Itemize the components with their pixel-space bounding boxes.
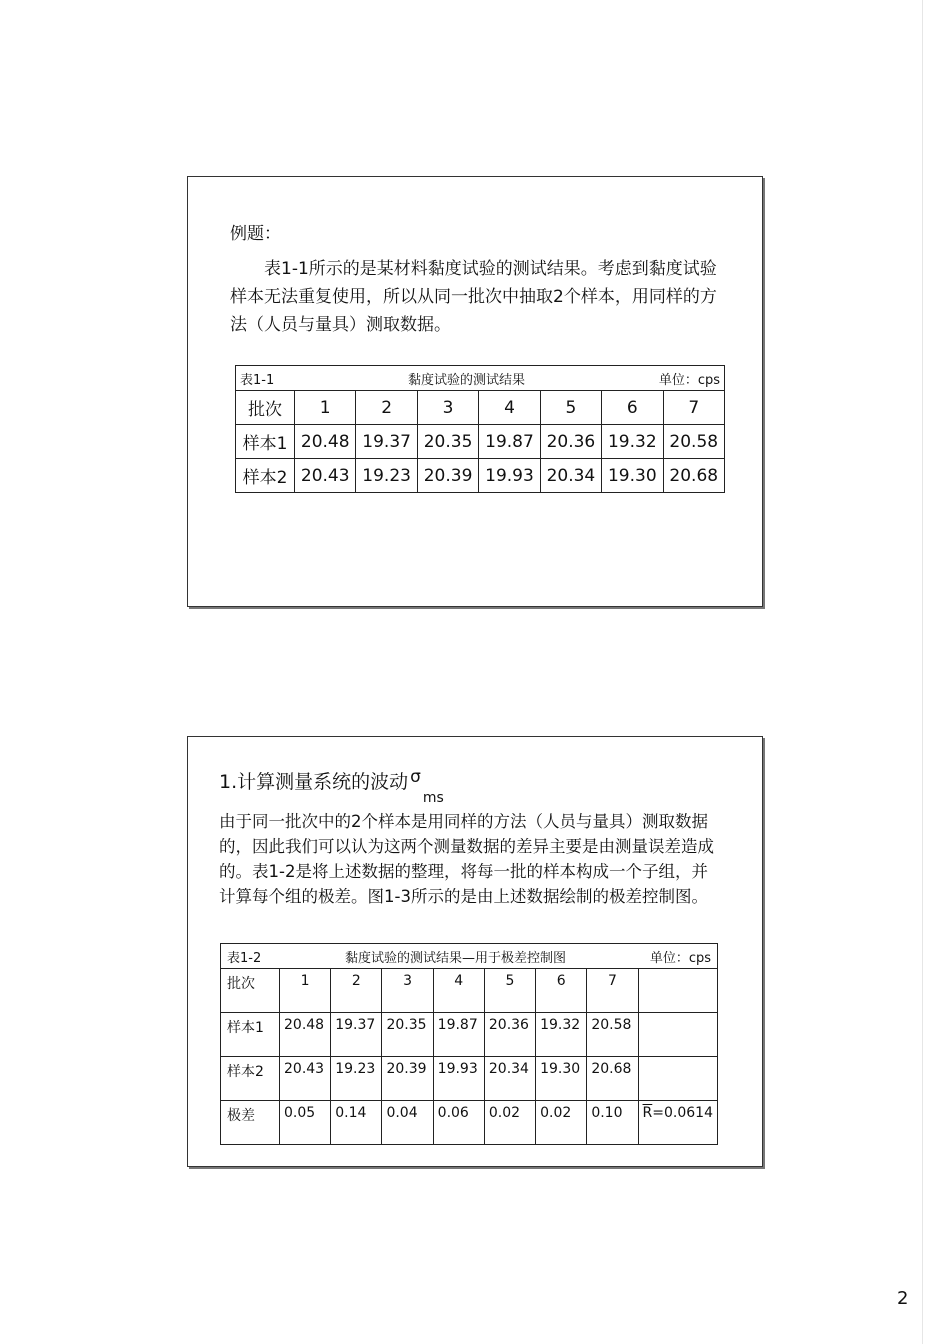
header-cell: 6	[536, 969, 587, 1013]
slide-measurement-variation	[187, 736, 763, 1167]
table-cell: 20.68	[663, 459, 724, 493]
table-header-row	[221, 969, 718, 1013]
table-cell: 0.10	[587, 1101, 638, 1145]
table-cell: 20.36	[484, 1013, 535, 1057]
table-cell: 20.58	[663, 425, 724, 459]
header-cell: 1	[295, 391, 356, 425]
table-caption	[221, 944, 718, 969]
table-cell: 20.39	[382, 1057, 433, 1101]
table-cell: 19.32	[536, 1013, 587, 1057]
table-id: 表1-1	[240, 372, 275, 388]
header-cell: 5	[540, 391, 601, 425]
table-id: 表1-2	[227, 950, 262, 966]
header-cell: 4	[433, 969, 484, 1013]
table-cell: 0.06	[433, 1101, 484, 1145]
viscosity-table-1-2	[220, 943, 718, 1145]
table-cell: 20.48	[280, 1013, 331, 1057]
table-cell: 20.43	[280, 1057, 331, 1101]
header-cell: 5	[484, 969, 535, 1013]
header-cell: 批次	[236, 391, 295, 425]
header-cell: 4	[479, 391, 540, 425]
table-cell: 0.02	[484, 1101, 535, 1145]
header-cell: 2	[356, 391, 417, 425]
section-paragraph: 由于同一批次中的2个样本是用同样的方法（人员与量具）测取数据的，因此我们可以认为这两个测量数据的差异主要是由测量误差造成的。表1-2是将上述数据的整理，将每一批的样本构成一个子组，并计算每个组的极差。图1-3所示的是由上述数据绘制的极差控制图。	[219, 812, 714, 906]
row-label: 极差	[221, 1101, 280, 1145]
header-cell: 1	[280, 969, 331, 1013]
table-row	[221, 1057, 718, 1101]
table-cell: 19.87	[479, 425, 540, 459]
table-cell: 19.32	[602, 425, 663, 459]
page-number: 2	[897, 1288, 909, 1309]
table-cell: 19.23	[356, 459, 417, 493]
table-cell: 20.34	[484, 1057, 535, 1101]
table-cell: 20.34	[540, 459, 601, 493]
table-cell: 20.43	[295, 459, 356, 493]
header-cell: 2	[331, 969, 382, 1013]
rbar-value: =0.0614	[652, 1105, 713, 1121]
sigma-symbol: σ	[410, 767, 421, 787]
table-cell: 20.39	[417, 459, 478, 493]
table-row	[221, 1101, 718, 1145]
heading-text: 1.计算测量系统的波动	[219, 771, 409, 793]
table-cell: 0.04	[382, 1101, 433, 1145]
viscosity-table-1-1	[235, 365, 725, 493]
header-cell: 7	[587, 969, 638, 1013]
slide-example	[187, 176, 763, 607]
header-cell: 3	[417, 391, 478, 425]
table-cell: 19.30	[602, 459, 663, 493]
header-cell: 批次	[221, 969, 280, 1013]
table-cell-empty	[638, 1057, 717, 1101]
table-row	[236, 459, 725, 493]
rbar-symbol: $\overline{R}$	[642, 1105, 653, 1121]
table-cell: 19.93	[479, 459, 540, 493]
table-unit: 单位：cps	[649, 950, 711, 966]
row-label: 样本2	[221, 1057, 280, 1101]
row-label: 样本1	[236, 425, 295, 459]
table-cell: 19.23	[331, 1057, 382, 1101]
sigma-subscript: ms	[422, 790, 444, 806]
table-cell: 19.87	[433, 1013, 484, 1057]
table-cell-empty	[638, 1013, 717, 1057]
header-cell: 6	[602, 391, 663, 425]
table-cell: 19.93	[433, 1057, 484, 1101]
section-heading	[219, 767, 444, 806]
table-unit: 单位：cps	[658, 372, 720, 388]
table-cell: 19.37	[356, 425, 417, 459]
header-cell-empty	[638, 969, 717, 1013]
row-label: 样本1	[221, 1013, 280, 1057]
example-paragraph-text: 表1-1所示的是某材料黏度试验的测试结果。考虑到黏度试验样本无法重复使用，所以从同一批次中抽取2个样本，用同样的方法（人员与量具）测取数据。	[230, 259, 717, 335]
table-cell: 0.05	[280, 1101, 331, 1145]
table-cell: 20.58	[587, 1013, 638, 1057]
header-cell: 7	[663, 391, 724, 425]
table-cell: 19.37	[331, 1013, 382, 1057]
table-cell: 20.68	[587, 1057, 638, 1101]
rbar-cell	[638, 1101, 717, 1145]
table-cell: 0.02	[536, 1101, 587, 1145]
table-header-row	[236, 391, 725, 425]
table-cell: 20.35	[382, 1013, 433, 1057]
table-row	[221, 1013, 718, 1057]
example-label: 例题：	[230, 224, 281, 244]
table-caption	[236, 366, 725, 391]
page-edge-line	[922, 0, 923, 1344]
table-cell: 0.14	[331, 1101, 382, 1145]
header-cell: 3	[382, 969, 433, 1013]
example-paragraph	[230, 255, 722, 339]
table-title: 黏度试验的测试结果—用于极差控制图	[345, 950, 567, 966]
table-row	[236, 425, 725, 459]
table-cell: 20.36	[540, 425, 601, 459]
table-cell: 20.35	[417, 425, 478, 459]
table-cell: 19.30	[536, 1057, 587, 1101]
row-label: 样本2	[236, 459, 295, 493]
table-title: 黏度试验的测试结果	[408, 372, 526, 388]
table-cell: 20.48	[295, 425, 356, 459]
